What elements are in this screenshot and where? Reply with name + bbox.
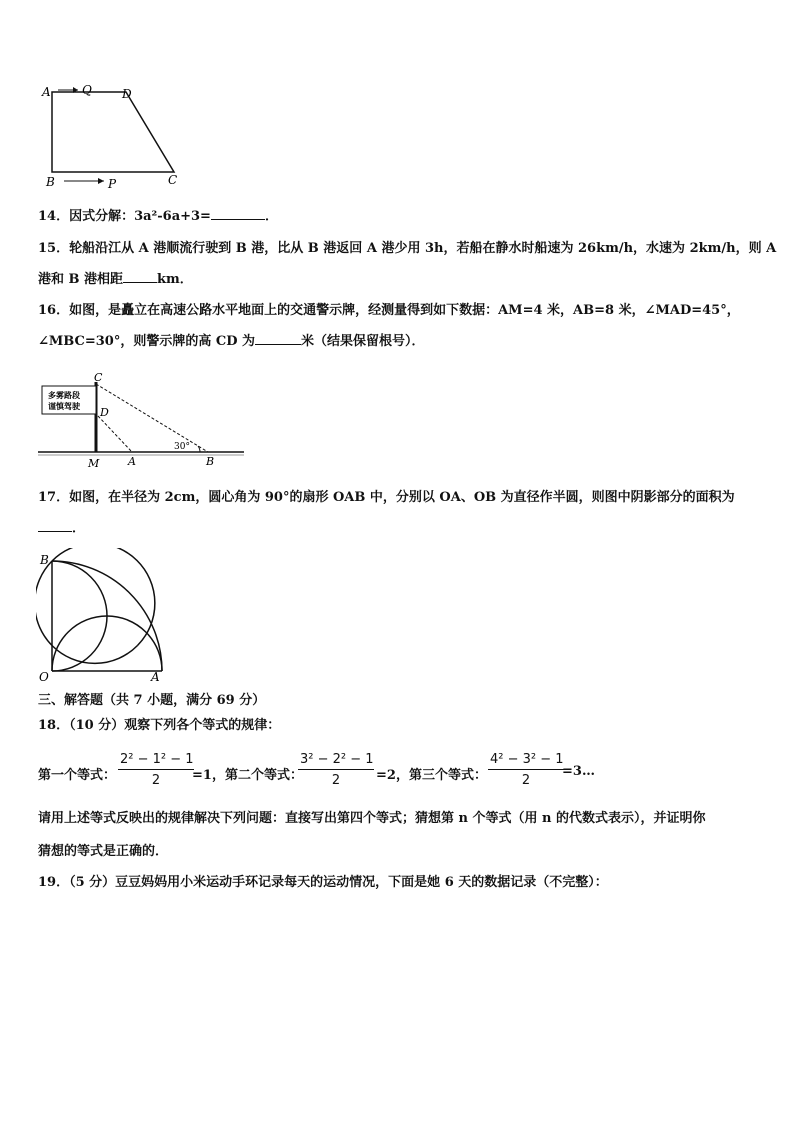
q18-eq1-label: 第一个等式： xyxy=(38,768,117,783)
q18-eq1-result: =1，第二个等式： xyxy=(192,768,303,783)
label-D: D xyxy=(122,87,132,101)
sign-line2: 谨慎驾驶 xyxy=(48,401,80,411)
label-B: B xyxy=(46,175,55,189)
q17-line2-post: ． xyxy=(72,521,86,536)
q18-eq3-fraction xyxy=(488,752,564,788)
question-15-line1: 15．轮船沿江从 A 港顺流行驶到 B 港，比从 B 港返回 A 港少用 3h，若船在静水时船速为 26km/h，水速为 2km/h，则 A xyxy=(38,241,777,256)
q15-line2-pre: 港和 B 港相距 xyxy=(38,272,124,287)
sector-figure xyxy=(36,548,176,682)
q18-eq2-fraction xyxy=(298,752,374,788)
q15-line2-post: km． xyxy=(157,272,193,287)
q18-eq2-result: =2，第三个等式： xyxy=(376,768,487,783)
q16-line2-pre: ∠MBC=30°，则警示牌的高 CD 为 xyxy=(38,334,256,349)
question-14 xyxy=(38,207,278,226)
question-16-line1: 16．如图，是矗立在高速公路水平地面上的交通警示牌，经测量得到如下数据：AM=4 米，AB=8 米，∠MAD=45°， xyxy=(38,303,740,318)
sign-label-M: M xyxy=(88,457,100,470)
q14-answer-blank xyxy=(211,207,265,220)
question-18-intro: 18．（10 分）观察下列各个等式的规律： xyxy=(38,718,281,733)
q17-answer-blank xyxy=(38,519,72,532)
sector-label-O: O xyxy=(39,670,49,682)
q18-eq3-denominator: 2 xyxy=(521,773,531,788)
q14-text: 14．因式分解：3a²-6a+3= xyxy=(38,209,211,224)
trapezoid-figure xyxy=(38,80,188,192)
label-A: A xyxy=(42,85,51,99)
sign-label-A: A xyxy=(128,455,136,468)
sign-line1: 多雾路段 xyxy=(48,390,80,400)
q18-eq1-denominator: 2 xyxy=(151,773,161,788)
sign-label-C: C xyxy=(94,372,103,384)
label-P: P xyxy=(108,177,117,191)
sector-label-B: B xyxy=(40,553,49,567)
question-15-line2 xyxy=(38,270,193,289)
traffic-sign-figure xyxy=(36,372,250,470)
section-3-heading: 三、解答题（共 7 小题，满分 69 分） xyxy=(38,693,266,708)
question-18-task-line1: 请用上述等式反映出的规律解决下列问题：直接写出第四个等式；猜想第 n 个等式（用 n 的代数式表示），并证明你 xyxy=(38,811,706,826)
q18-eq3-numerator: 4² − 3² − 1 xyxy=(488,752,564,770)
question-17-line2 xyxy=(38,519,85,538)
sign-angle-label: 30° xyxy=(174,442,190,452)
sign-label-D: D xyxy=(100,406,109,419)
trapezoid-shape xyxy=(52,92,174,172)
sector-label-A: A xyxy=(151,670,160,682)
label-Q: Q xyxy=(82,83,92,97)
question-17-line1: 17．如图，在半径为 2cm，圆心角为 90°的扇形 OAB 中，分别以 OA、OB 为直径作半圆，则图中阴影部分的面积为 xyxy=(38,490,735,505)
q16-line2-post: 米（结果保留根号）． xyxy=(301,334,425,349)
q18-eq1-fraction xyxy=(118,752,194,788)
question-16-line2 xyxy=(38,332,425,351)
q18-eq3-result: =3… xyxy=(562,764,595,779)
question-18-task-line2: 猜想的等式是正确的． xyxy=(38,844,169,859)
q18-eq1-numerator: 2² − 1² − 1 xyxy=(118,752,194,770)
q18-eq2-numerator: 3² − 2² − 1 xyxy=(298,752,374,770)
q18-eq2-denominator: 2 xyxy=(331,773,341,788)
sign-label-B: B xyxy=(206,455,215,468)
question-19: 19．（5 分）豆豆妈妈用小米运动手环记录每天的运动情况，下面是她 6 天的数据记录（不完整）： xyxy=(38,875,608,890)
q15-answer-blank xyxy=(123,270,157,283)
q14-end: ． xyxy=(264,209,278,224)
label-C: C xyxy=(168,173,178,187)
q16-answer-blank xyxy=(255,332,301,345)
